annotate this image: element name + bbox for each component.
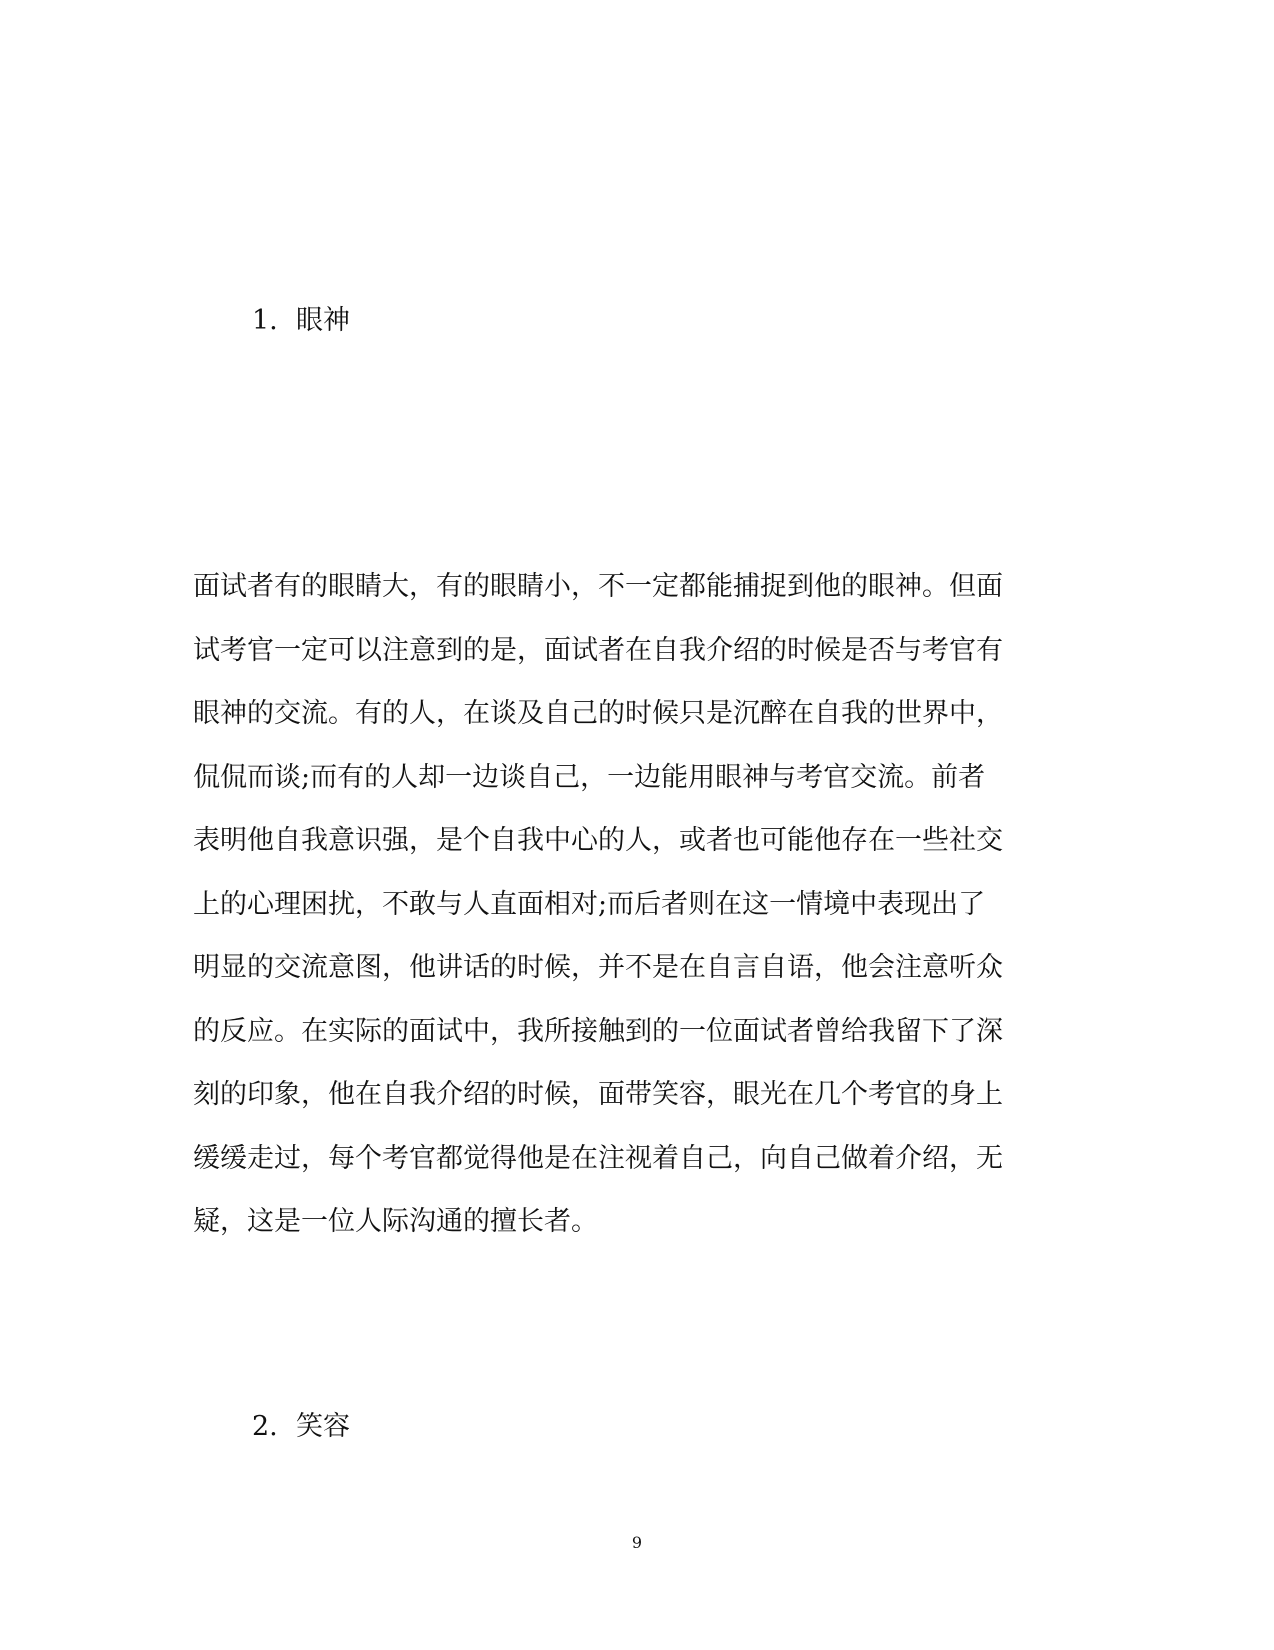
paragraph-line: 刻的印象，他在自我介绍的时候，面带笑容，眼光在几个考官的身上 xyxy=(193,1079,1003,1110)
paragraph-line: 缓缓走过，每个考官都觉得他是在注视着自己，向自己做着介绍，无 xyxy=(193,1142,1003,1174)
paragraph-line: 明显的交流意图，他讲话的时候，并不是在自言自语，他会注意听众 xyxy=(193,952,1003,983)
section-heading-eye-contact xyxy=(252,301,350,341)
page-number: 9 xyxy=(631,1533,643,1552)
body-paragraph xyxy=(193,555,1081,1254)
paragraph-line: 试考官一定可以注意到的是，面试者在自我介绍的时候是否与考官有 xyxy=(193,634,1003,666)
section-number: 1. xyxy=(252,305,278,336)
paragraph-line: 侃侃而谈;而有的人却一边谈自己，一边能用眼神与考官交流。前者 xyxy=(193,761,986,793)
section-title: 笑容 xyxy=(296,1411,350,1442)
paragraph-line: 表明他自我意识强，是个自我中心的人，或者也可能他存在一些社交 xyxy=(193,825,1003,856)
section-heading-smile xyxy=(252,1407,350,1447)
section-number: 2. xyxy=(252,1411,278,1442)
paragraph-line: 上的心理困扰，不敢与人直面相对;而后者则在这一情境中表现出了 xyxy=(193,888,986,920)
paragraph-line: 面试者有的眼睛大，有的眼睛小，不一定都能捕捉到他的眼神。但面 xyxy=(193,571,1003,602)
paragraph-line: 疑，这是一位人际沟通的擅长者。 xyxy=(193,1206,598,1237)
paragraph-line: 眼神的交流。有的人，在谈及自己的时候只是沉醉在自我的世界中， xyxy=(193,698,1003,729)
paragraph-line: 的反应。在实际的面试中，我所接触到的一位面试者曾给我留下了深 xyxy=(193,1015,1003,1047)
section-title: 眼神 xyxy=(296,305,350,336)
